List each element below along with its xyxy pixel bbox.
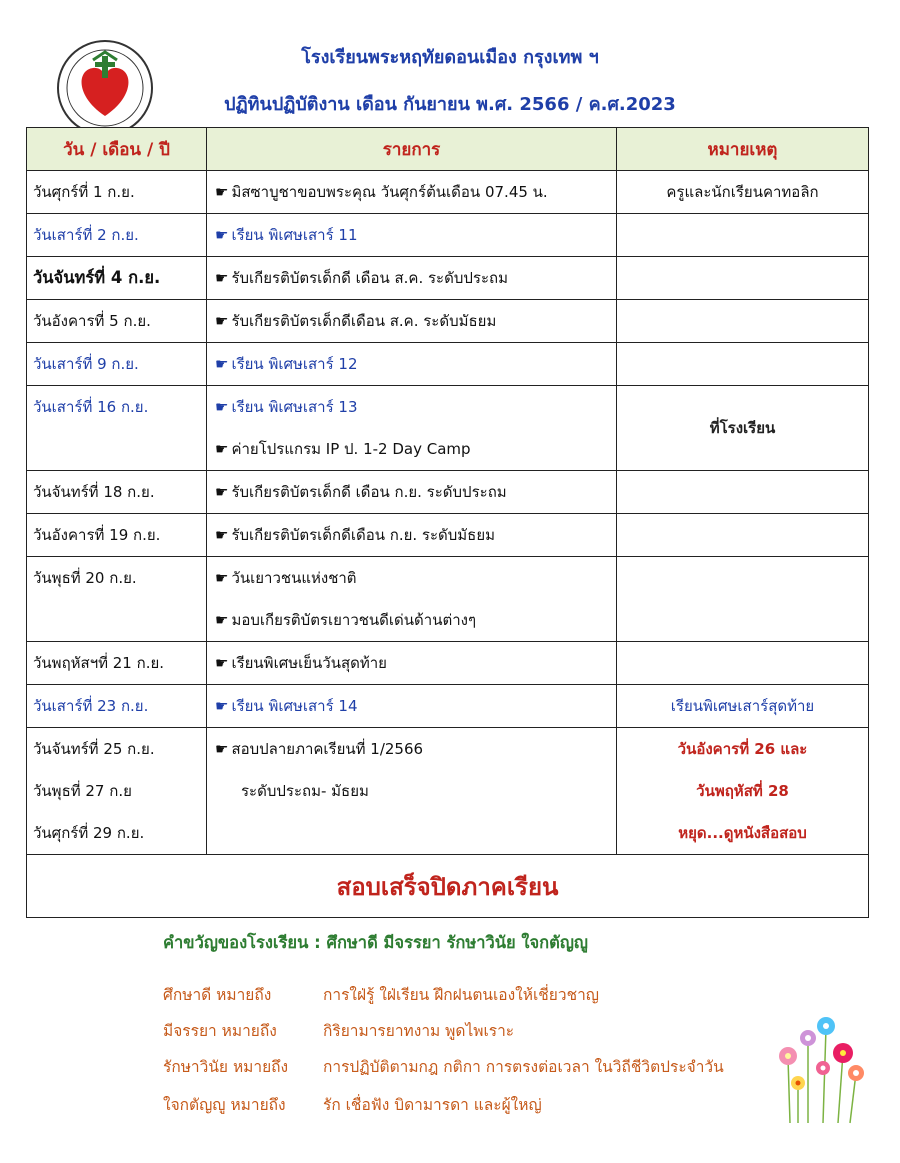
date-text: วันอังคารที่ 5 ก.ย. [33,312,151,330]
date-cell [27,685,207,728]
table-row [27,685,869,728]
table-row [27,642,869,685]
school-motto: คำขวัญของโรงเรียน : ศึกษาดี มีจรรยา รักษาวินัย ใจกตัญญู [163,933,588,952]
note-cell [617,728,869,855]
note-cell [617,685,869,728]
activity-cell [207,300,617,343]
date-cell [27,728,207,855]
date-cell [27,471,207,514]
table-header-row [27,128,869,171]
pointing-hand-icon: ☛ [215,440,229,458]
note-text: วันพฤหัสที่ 28 [696,782,789,800]
note-cell [617,642,869,685]
definition-term: รักษาวินัย หมายถึง [163,1058,289,1076]
table-row [27,514,869,557]
definition-term: มีจรรยา หมายถึง [163,1022,277,1040]
table-footer-row [27,855,869,918]
table-row [27,214,869,257]
definition-meaning: การใฝ่รู้ ใฝ่เรียน ฝึกฝนตนเองให้เชี่ยวชาญ [323,986,599,1004]
date-text: วันเสาร์ที่ 2 ก.ย. [33,226,139,244]
date-cell [27,386,207,471]
note-cell [617,214,869,257]
table-row [27,257,869,300]
pointing-hand-icon: ☛ [215,569,229,587]
pointing-hand-icon: ☛ [215,355,229,373]
note-text: ที่โรงเรียน [709,419,776,437]
definition-item [163,1018,514,1043]
note-cell [617,514,869,557]
date-cell [27,214,207,257]
activity-line: ☛ สอบปลายภาคเรียนที่ 1/2566 [215,740,424,758]
pointing-hand-icon: ☛ [215,398,229,416]
note-cell [617,557,869,642]
note-text: เรียนพิเศษเสาร์สุดท้าย [670,697,815,715]
activity-cell [207,471,617,514]
definition-term: ศึกษาดี หมายถึง [163,986,272,1004]
definition-item [163,1054,724,1079]
school-name: โรงเรียนพระหฤทัยดอนเมือง กรุงเทพ ฯ [301,47,599,68]
note-cell [617,171,869,214]
activity-line: ☛ เรียน พิเศษเสาร์ 12 [215,355,358,373]
semester-end-banner: สอบเสร็จปิดภาคเรียน [27,855,869,918]
column-header-activity: รายการ [207,128,617,171]
activity-line: ☛ มิสซาบูชาขอบพระคุณ วันศุกร์ต้นเดือน 07.45 น. [215,183,548,201]
column-header-date: วัน / เดือน / ปี [27,128,207,171]
date-cell [27,171,207,214]
pointing-hand-icon: ☛ [215,269,229,287]
definition-item [163,982,599,1007]
definition-term: ใจกตัญญู หมายถึง [163,1096,286,1114]
note-cell [617,300,869,343]
pointing-hand-icon: ☛ [215,697,229,715]
definition-meaning: การปฏิบัติตามกฎ กติกา การตรงต่อเวลา ในวิถีชีวิตประจำวัน [323,1058,724,1076]
table-row [27,300,869,343]
date-text: วันเสาร์ที่ 16 ก.ย. [33,398,149,416]
date-text: วันเสาร์ที่ 9 ก.ย. [33,355,139,373]
date-cell [27,343,207,386]
date-cell [27,257,207,300]
activity-line: ☛ รับเกียรติบัตรเด็กดี เดือน ส.ค. ระดับประถม [215,269,508,287]
definition-item [163,1092,542,1117]
pointing-hand-icon: ☛ [215,526,229,544]
date-text: วันเสาร์ที่ 23 ก.ย. [33,697,149,715]
activity-cell [207,514,617,557]
activity-cell [207,685,617,728]
calendar-title: ปฏิทินปฏิบัติงาน เดือน กันยายน พ.ศ. 2566 / ค.ศ.2023 [224,94,676,115]
pointing-hand-icon: ☛ [215,483,229,501]
activity-line: ☛ เรียนพิเศษเย็นวันสุดท้าย [215,654,387,672]
activity-cell [207,257,617,300]
activity-line: ☛ มอบเกียรติบัตรเยาวชนดีเด่นด้านต่างๆ [215,611,477,629]
pointing-hand-icon: ☛ [215,654,229,672]
pointing-hand-icon: ☛ [215,740,229,758]
activity-line: ☛ รับเกียรติบัตรเด็กดี เดือน ก.ย. ระดับประถม [215,483,507,501]
activity-cell [207,343,617,386]
date-cell [27,642,207,685]
date-text: วันศุกร์ที่ 29 ก.ย. [33,824,145,842]
activity-line: ระดับประถม- มัธยม [241,782,369,800]
date-cell [27,300,207,343]
flowers-icon [768,1008,868,1128]
activity-cell [207,557,617,642]
column-header-note: หมายเหตุ [617,128,869,171]
date-text: วันจันทร์ที่ 4 ก.ย. [33,268,161,287]
table-row [27,471,869,514]
table-row [27,343,869,386]
pointing-hand-icon: ☛ [215,183,229,201]
activity-cell [207,214,617,257]
activity-line: ☛ เรียน พิเศษเสาร์ 13 [215,398,358,416]
date-cell [27,557,207,642]
note-cell [617,343,869,386]
note-cell [617,257,869,300]
activity-line: ☛ รับเกียรติบัตรเด็กดีเดือน ก.ย. ระดับมัธยม [215,526,496,544]
note-cell [617,386,869,471]
pointing-hand-icon: ☛ [215,226,229,244]
activity-calendar-table [26,127,869,918]
activity-line: ☛ เรียน พิเศษเสาร์ 11 [215,226,358,244]
activity-cell [207,171,617,214]
activity-line: ☛ ค่ายโปรแกรม IP ป. 1-2 Day Camp [215,440,471,458]
date-text: วันพฤหัสฯที่ 21 ก.ย. [33,654,165,672]
date-text: วันพุธที่ 27 ก.ย [33,782,132,800]
note-text: หยุด...ดูหนังสือสอบ [678,824,807,842]
table-row [27,557,869,642]
date-text: วันจันทร์ที่ 25 ก.ย. [33,740,155,758]
note-cell [617,471,869,514]
note-text: วันอังคารที่ 26 และ [677,740,808,758]
date-cell [27,514,207,557]
activity-cell [207,728,617,855]
school-seal-logo [55,38,155,138]
activity-line: ☛ วันเยาวชนแห่งชาติ [215,569,357,587]
table-row [27,728,869,855]
table-row [27,386,869,471]
date-text: วันอังคารที่ 19 ก.ย. [33,526,161,544]
table-row [27,171,869,214]
definition-meaning: กิริยามารยาทงาม พูดไพเราะ [323,1022,515,1040]
activity-cell [207,386,617,471]
activity-cell [207,642,617,685]
activity-line: ☛ รับเกียรติบัตรเด็กดีเดือน ส.ค. ระดับมัธยม [215,312,497,330]
definition-meaning: รัก เชื่อฟัง บิดามารดา และผู้ใหญ่ [323,1096,542,1114]
note-text: ครูและนักเรียนคาทอลิก [666,183,819,201]
pointing-hand-icon: ☛ [215,312,229,330]
activity-line: ☛ เรียน พิเศษเสาร์ 14 [215,697,358,715]
date-text: วันพุธที่ 20 ก.ย. [33,569,137,587]
date-text: วันจันทร์ที่ 18 ก.ย. [33,483,155,501]
pointing-hand-icon: ☛ [215,611,229,629]
date-text: วันศุกร์ที่ 1 ก.ย. [33,183,135,201]
